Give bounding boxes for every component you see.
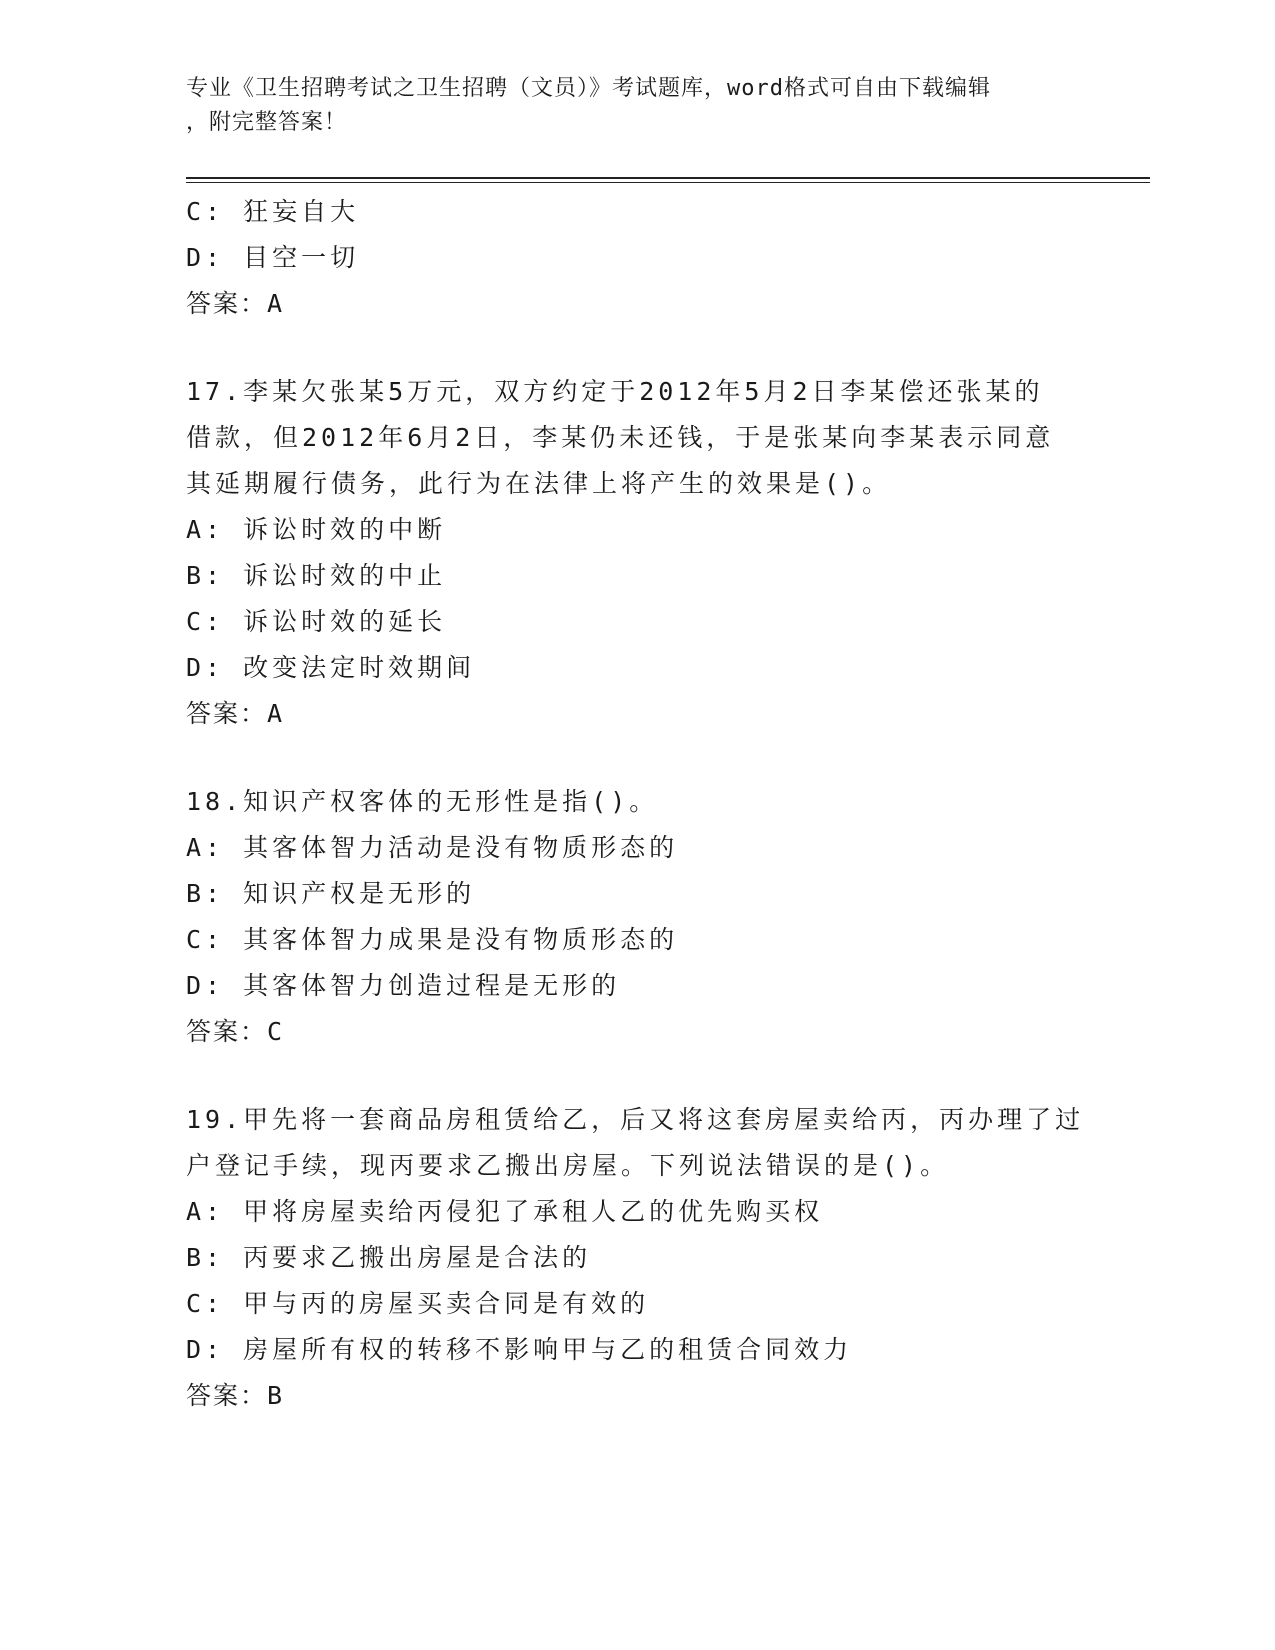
option-text: 诉讼时效的延长 bbox=[243, 607, 447, 636]
question-text-line: 其延期履行债务，此行为在法律上将产生的效果是()。 bbox=[186, 469, 892, 498]
option-letter: A: bbox=[186, 515, 225, 544]
option-b bbox=[186, 1235, 1086, 1281]
option-letter: B: bbox=[186, 879, 225, 908]
header-line-1: 专业《卫生招聘考试之卫生招聘（文员）》考试题库，word格式可自由下载编辑 bbox=[186, 76, 991, 101]
answer-line: 答案：A bbox=[186, 289, 285, 318]
option-letter: D: bbox=[186, 971, 225, 1000]
option-text: 改变法定时效期间 bbox=[243, 653, 476, 682]
option-text: 狂妄自大 bbox=[243, 197, 360, 226]
option-c bbox=[186, 599, 1086, 645]
header-rule-thin bbox=[186, 182, 1150, 183]
option-b bbox=[186, 553, 1086, 599]
option-text: 房屋所有权的转移不影响甲与乙的租赁合同效力 bbox=[243, 1335, 853, 1364]
option-letter: B: bbox=[186, 561, 225, 590]
option-letter: C: bbox=[186, 1289, 225, 1318]
option-a bbox=[186, 825, 1086, 871]
document-header bbox=[186, 72, 1066, 140]
option-letter: D: bbox=[186, 243, 225, 272]
option-c bbox=[186, 1281, 1086, 1327]
option-text: 知识产权是无形的 bbox=[243, 879, 476, 908]
option-c bbox=[186, 189, 1086, 235]
option-letter: A: bbox=[186, 1197, 225, 1226]
option-letter: D: bbox=[186, 653, 225, 682]
option-d bbox=[186, 1327, 1086, 1373]
option-text: 诉讼时效的中断 bbox=[243, 515, 447, 544]
question-text-line: 借款，但2012年6月2日，李某仍未还钱，于是张某向李某表示同意 bbox=[186, 423, 1055, 452]
header-rule-thick bbox=[186, 177, 1150, 179]
option-letter: C: bbox=[186, 607, 225, 636]
question-18 bbox=[186, 779, 1086, 1055]
question-text-line: 户登记手续，现丙要求乙搬出房屋。下列说法错误的是()。 bbox=[186, 1151, 950, 1180]
option-letter: B: bbox=[186, 1243, 225, 1272]
option-text: 其客体智力创造过程是无形的 bbox=[243, 971, 621, 1000]
question-17 bbox=[186, 369, 1086, 737]
option-text: 丙要求乙搬出房屋是合法的 bbox=[243, 1243, 592, 1272]
option-text: 甲将房屋卖给丙侵犯了承租人乙的优先购买权 bbox=[243, 1197, 824, 1226]
option-c bbox=[186, 917, 1086, 963]
answer-line: 答案：A bbox=[186, 699, 285, 728]
option-d bbox=[186, 963, 1086, 1009]
question-text-line: 19.甲先将一套商品房租赁给乙，后又将这套房屋卖给丙，丙办理了过 bbox=[186, 1105, 1085, 1134]
exam-content bbox=[186, 189, 1086, 1419]
answer-line: 答案：C bbox=[186, 1017, 285, 1046]
option-letter: A: bbox=[186, 833, 225, 862]
question-text-line: 18.知识产权客体的无形性是指()。 bbox=[186, 787, 659, 816]
question-text-line: 17.李某欠张某5万元，双方约定于2012年5月2日李某偿还张某的 bbox=[186, 377, 1044, 406]
header-line-2: ，附完整答案！ bbox=[186, 110, 348, 135]
option-a bbox=[186, 1189, 1086, 1235]
previous-question-tail bbox=[186, 189, 1086, 327]
option-letter: C: bbox=[186, 925, 225, 954]
option-d bbox=[186, 645, 1086, 691]
option-a bbox=[186, 507, 1086, 553]
option-text: 其客体智力成果是没有物质形态的 bbox=[243, 925, 679, 954]
option-b bbox=[186, 871, 1086, 917]
option-text: 目空一切 bbox=[243, 243, 360, 272]
question-19 bbox=[186, 1097, 1086, 1419]
option-text: 诉讼时效的中止 bbox=[243, 561, 447, 590]
option-d bbox=[186, 235, 1086, 281]
option-letter: C: bbox=[186, 197, 225, 226]
answer-line: 答案：B bbox=[186, 1381, 285, 1410]
option-text: 其客体智力活动是没有物质形态的 bbox=[243, 833, 679, 862]
option-letter: D: bbox=[186, 1335, 225, 1364]
option-text: 甲与丙的房屋买卖合同是有效的 bbox=[243, 1289, 650, 1318]
